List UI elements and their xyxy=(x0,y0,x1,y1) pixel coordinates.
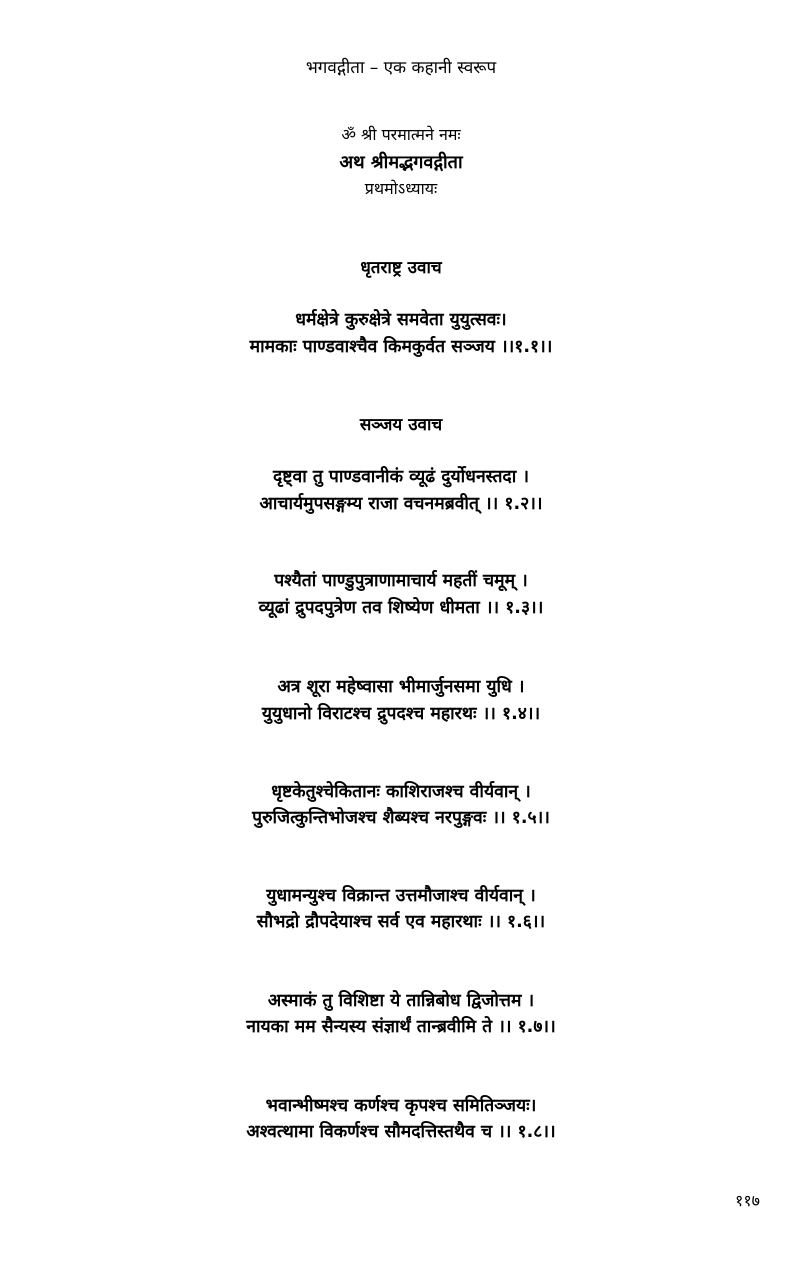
verse-2-line-2: आचार्यमुपसङ्गम्य राजा वचनमब्रवीत् ।। १.२।। xyxy=(259,494,543,514)
verse-3-line-2: व्यूढां द्रुपदपुत्रेण तव शिष्येण धीमता ।। १.३।। xyxy=(258,598,544,618)
verse-5-line-2: पुरुजित्कुन्तिभोजश्च शैब्यश्च नरपुङ्गवः ।। १.५।। xyxy=(252,808,550,828)
verse-5-line-1: धृष्टकेतुश्चेकितानः काशिराजश्च वीर्यवान् । xyxy=(271,782,531,802)
verse-6-line-1: युधामन्युश्च विक्रान्त उत्तमौजाश्च वीर्यवान् । xyxy=(266,886,536,906)
speaker-heading-sanjaya: सञ्जय उवाच xyxy=(359,415,443,435)
verse-8-line-2: अश्वत्थामा विकर्णश्च सौमदत्तिस्तथैव च ।। १.८।। xyxy=(246,1122,556,1142)
verse-1-line-2: मामकाः पाण्डवाश्चैव किमकुर्वत सञ्जय ।।१.१।। xyxy=(249,337,553,357)
verse-7-line-2: नायका मम सैन्यस्य संज्ञार्थं तान्ब्रवीमि ते ।। १.७।। xyxy=(246,1017,556,1037)
chapter-title: प्रथमोऽध्यायः xyxy=(364,179,438,198)
speaker-heading-dhritarashtra: धृतराष्ट्र उवाच xyxy=(360,258,442,278)
verse-4-line-2: युयुधानो विराटश्च द्रुपदश्च महारथः ।। १.४।। xyxy=(261,704,541,724)
verse-6-line-2: सौभद्रो द्रौपदेयाश्च सर्व एव महारथाः ।। १.६।। xyxy=(256,912,546,932)
running-head: भगवद्गीता – एक कहानी स्वरूप xyxy=(305,58,497,78)
verse-1-line-1: धर्मक्षेत्रे कुरुक्षेत्रे समवेता युयुत्सवः। xyxy=(295,310,507,330)
verse-7-line-1: अस्माकं तु विशिष्टा ये तान्निबोध द्विजोत्तम । xyxy=(267,991,535,1011)
page-title: अथ श्रीमद्भगवद्गीता xyxy=(339,152,463,173)
verse-8-line-1: भवान्भीष्मश्च कर्णश्च कृपश्च समितिञ्जयः। xyxy=(265,1096,537,1116)
verse-4-line-1: अत्र शूरा महेष्वासा भीमार्जुनसमा युधि । xyxy=(277,677,525,697)
page-number: ११७ xyxy=(735,1191,760,1210)
verse-3-line-1: पश्यैतां पाण्डुपुत्राणामाचार्य महतीं चमूम् । xyxy=(274,571,528,591)
verse-2-line-1: दृष्ट्वा तु पाण्डवानीकं व्यूढं दुर्योधनस्तदा । xyxy=(273,467,529,487)
invocation: ॐ श्री परमात्मने नमः xyxy=(341,125,461,144)
